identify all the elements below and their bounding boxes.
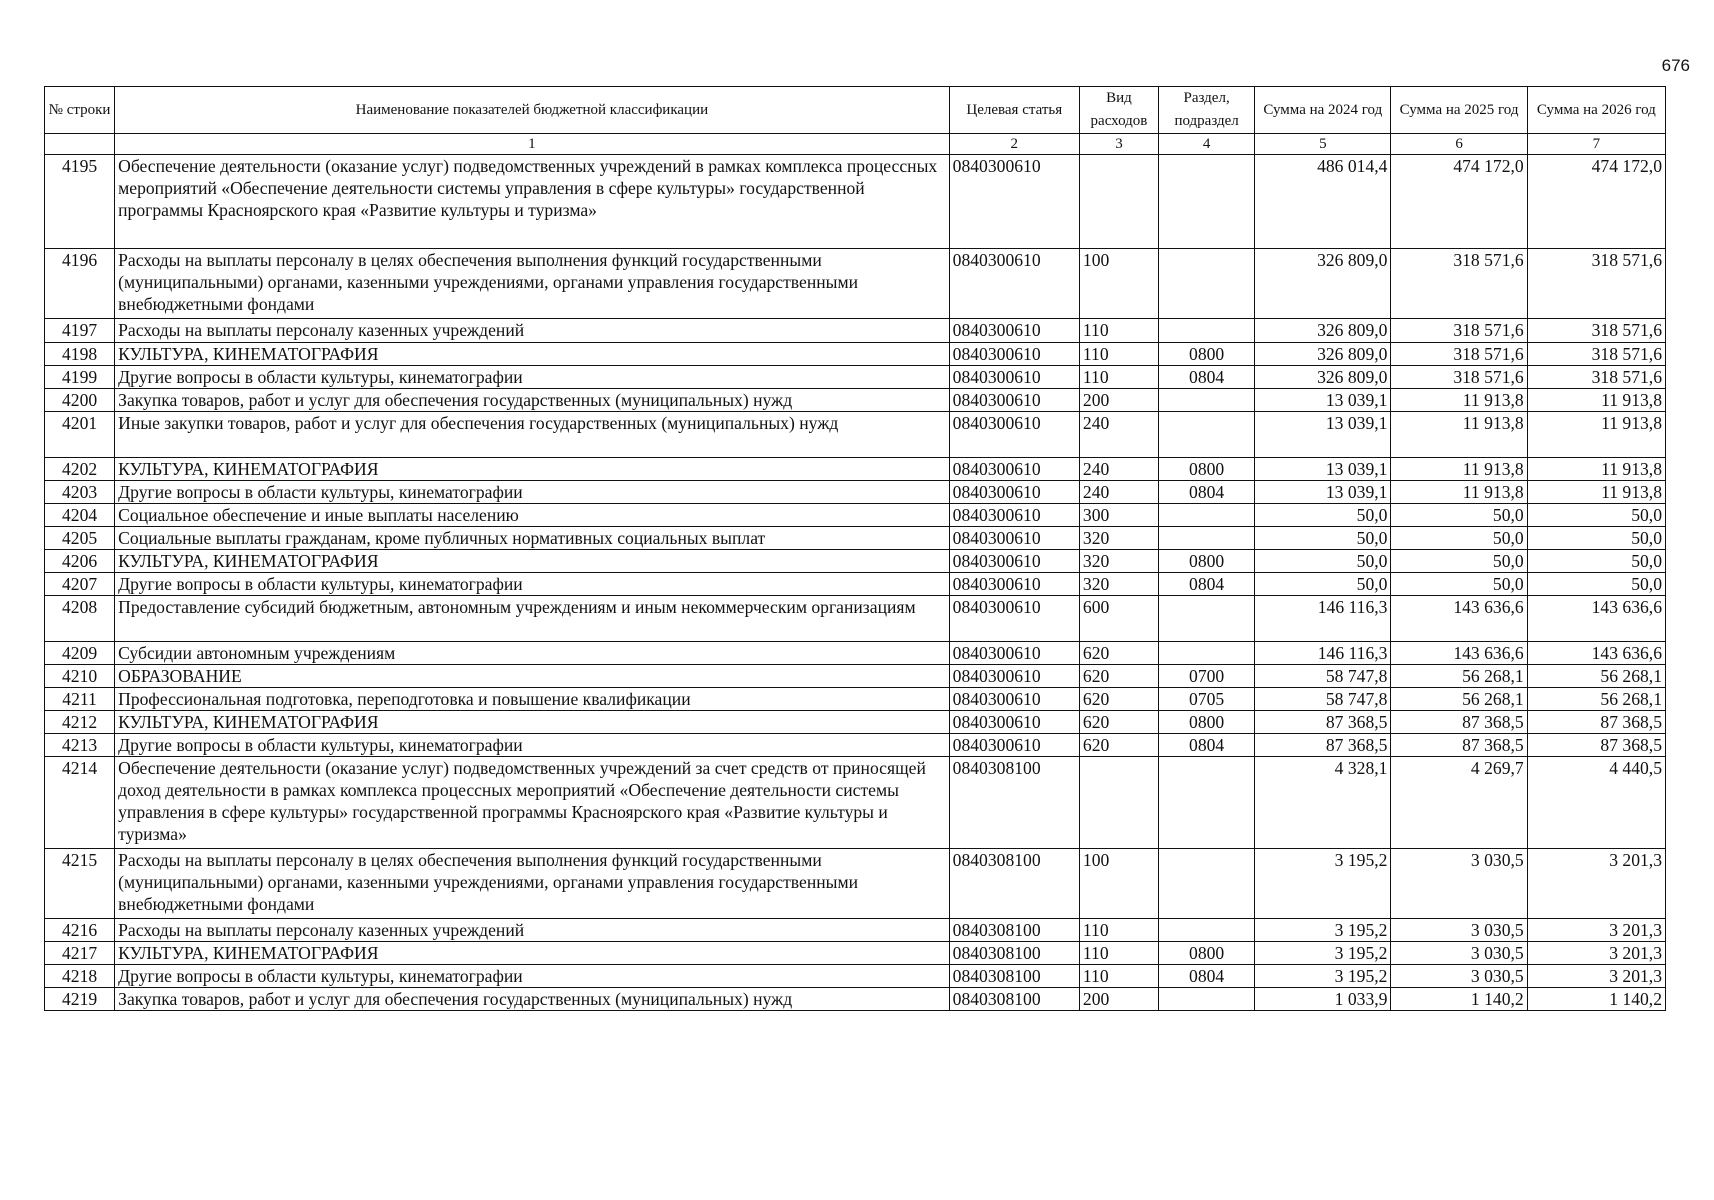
row-sum-2025: 56 268,1 xyxy=(1391,665,1527,688)
row-target-code: 0840300610 xyxy=(949,665,1079,688)
row-number: 4201 xyxy=(45,412,115,458)
row-number: 4218 xyxy=(45,965,115,988)
row-expense-type: 100 xyxy=(1079,849,1158,919)
row-target-code: 0840300610 xyxy=(949,504,1079,527)
row-name: КУЛЬТУРА, КИНЕМАТОГРАФИЯ xyxy=(115,550,950,573)
row-sum-2026: 3 201,3 xyxy=(1527,849,1665,919)
row-sum-2026: 318 571,6 xyxy=(1527,249,1665,319)
table-row xyxy=(45,481,1666,504)
row-number: 4216 xyxy=(45,919,115,942)
row-target-code: 0840308100 xyxy=(949,988,1079,1011)
table-row xyxy=(45,550,1666,573)
row-sum-2025: 1 140,2 xyxy=(1391,988,1527,1011)
row-section xyxy=(1159,319,1255,343)
row-sum-2024: 50,0 xyxy=(1255,550,1391,573)
row-sum-2026: 143 636,6 xyxy=(1527,596,1665,642)
row-expense-type xyxy=(1079,757,1158,849)
row-sum-2024: 146 116,3 xyxy=(1255,596,1391,642)
row-sum-2025: 3 030,5 xyxy=(1391,849,1527,919)
column-number: 3 xyxy=(1079,134,1158,155)
row-target-code: 0840308100 xyxy=(949,849,1079,919)
row-target-code: 0840300610 xyxy=(949,642,1079,665)
row-target-code: 0840300610 xyxy=(949,481,1079,504)
row-sum-2024: 13 039,1 xyxy=(1255,481,1391,504)
table-body xyxy=(45,155,1666,1011)
header-sum-2026: Сумма на 2026 год xyxy=(1527,87,1665,134)
row-sum-2026: 11 913,8 xyxy=(1527,458,1665,481)
row-sum-2026: 56 268,1 xyxy=(1527,688,1665,711)
table-row xyxy=(45,458,1666,481)
row-section: 0705 xyxy=(1159,688,1255,711)
row-section xyxy=(1159,849,1255,919)
table-row xyxy=(45,942,1666,965)
row-sum-2026: 56 268,1 xyxy=(1527,665,1665,688)
row-sum-2025: 4 269,7 xyxy=(1391,757,1527,849)
row-section: 0804 xyxy=(1159,573,1255,596)
row-name: КУЛЬТУРА, КИНЕМАТОГРАФИЯ xyxy=(115,942,950,965)
row-number: 4211 xyxy=(45,688,115,711)
table-row xyxy=(45,688,1666,711)
row-sum-2025: 318 571,6 xyxy=(1391,319,1527,343)
row-target-code: 0840308100 xyxy=(949,919,1079,942)
row-section xyxy=(1159,527,1255,550)
row-expense-type: 620 xyxy=(1079,665,1158,688)
row-expense-type: 320 xyxy=(1079,573,1158,596)
table-row xyxy=(45,734,1666,757)
column-number: 6 xyxy=(1391,134,1527,155)
table-row xyxy=(45,573,1666,596)
column-number: 2 xyxy=(949,134,1079,155)
row-name: Расходы на выплаты персоналу в целях обеспечения выполнения функций государственными (муниципальными) органами, казенными учреждениями, органами управления государственными внебюджетными фондами xyxy=(115,849,950,919)
row-target-code: 0840300610 xyxy=(949,412,1079,458)
row-sum-2026: 3 201,3 xyxy=(1527,919,1665,942)
row-name: Другие вопросы в области культуры, кинематографии xyxy=(115,965,950,988)
row-expense-type: 200 xyxy=(1079,988,1158,1011)
row-sum-2025: 3 030,5 xyxy=(1391,942,1527,965)
row-name: КУЛЬТУРА, КИНЕМАТОГРАФИЯ xyxy=(115,343,950,366)
row-sum-2024: 58 747,8 xyxy=(1255,665,1391,688)
header-vid: Вид расходов xyxy=(1079,87,1158,134)
header-name: Наименование показателей бюджетной классификации xyxy=(115,87,950,134)
row-sum-2026: 3 201,3 xyxy=(1527,942,1665,965)
column-number: 4 xyxy=(1159,134,1255,155)
row-sum-2025: 11 913,8 xyxy=(1391,458,1527,481)
row-number: 4198 xyxy=(45,343,115,366)
row-target-code: 0840300610 xyxy=(949,573,1079,596)
row-target-code: 0840300610 xyxy=(949,155,1079,249)
row-expense-type: 620 xyxy=(1079,734,1158,757)
row-expense-type: 620 xyxy=(1079,642,1158,665)
row-sum-2024: 58 747,8 xyxy=(1255,688,1391,711)
row-sum-2024: 87 368,5 xyxy=(1255,711,1391,734)
row-sum-2026: 11 913,8 xyxy=(1527,389,1665,412)
table-row xyxy=(45,527,1666,550)
row-target-code: 0840308100 xyxy=(949,942,1079,965)
row-sum-2025: 87 368,5 xyxy=(1391,734,1527,757)
row-sum-2026: 50,0 xyxy=(1527,527,1665,550)
row-expense-type: 110 xyxy=(1079,919,1158,942)
row-target-code: 0840300610 xyxy=(949,527,1079,550)
row-target-code: 0840300610 xyxy=(949,389,1079,412)
row-name: Предоставление субсидий бюджетным, автономным учреждениям и иным некоммерческим организациям xyxy=(115,596,950,642)
row-number: 4208 xyxy=(45,596,115,642)
row-sum-2024: 3 195,2 xyxy=(1255,942,1391,965)
row-expense-type: 110 xyxy=(1079,319,1158,343)
table-row xyxy=(45,389,1666,412)
column-number-row xyxy=(45,134,1666,155)
table-row xyxy=(45,665,1666,688)
row-sum-2025: 50,0 xyxy=(1391,504,1527,527)
row-expense-type: 620 xyxy=(1079,688,1158,711)
row-section xyxy=(1159,155,1255,249)
table-row xyxy=(45,642,1666,665)
row-name: Обеспечение деятельности (оказание услуг) подведомственных учреждений в рамках комплекса процессных мероприятий «Обеспечение деятельности системы управления в сфере культуры» государственной программы Красноярского края «Развитие культуры и туризма» xyxy=(115,155,950,249)
row-sum-2025: 143 636,6 xyxy=(1391,642,1527,665)
row-expense-type: 240 xyxy=(1079,458,1158,481)
row-expense-type: 200 xyxy=(1079,389,1158,412)
row-number: 4199 xyxy=(45,366,115,389)
row-sum-2024: 146 116,3 xyxy=(1255,642,1391,665)
row-number: 4205 xyxy=(45,527,115,550)
row-section xyxy=(1159,412,1255,458)
row-expense-type: 240 xyxy=(1079,481,1158,504)
row-target-code: 0840300610 xyxy=(949,319,1079,343)
row-name: Расходы на выплаты персоналу казенных учреждений xyxy=(115,319,950,343)
row-sum-2024: 326 809,0 xyxy=(1255,249,1391,319)
table-row xyxy=(45,155,1666,249)
row-section xyxy=(1159,642,1255,665)
row-section: 0800 xyxy=(1159,458,1255,481)
row-number: 4209 xyxy=(45,642,115,665)
row-sum-2025: 318 571,6 xyxy=(1391,366,1527,389)
row-section xyxy=(1159,988,1255,1011)
table-row xyxy=(45,366,1666,389)
row-name: Другие вопросы в области культуры, кинематографии xyxy=(115,481,950,504)
row-number: 4219 xyxy=(45,988,115,1011)
row-sum-2024: 87 368,5 xyxy=(1255,734,1391,757)
table-row xyxy=(45,596,1666,642)
table-row xyxy=(45,757,1666,849)
row-name: Расходы на выплаты персоналу в целях обеспечения выполнения функций государственными (муниципальными) органами, казенными учреждениями, органами управления государственными внебюджетными фондами xyxy=(115,249,950,319)
row-number: 4206 xyxy=(45,550,115,573)
row-sum-2024: 326 809,0 xyxy=(1255,366,1391,389)
row-sum-2024: 3 195,2 xyxy=(1255,919,1391,942)
row-expense-type: 100 xyxy=(1079,249,1158,319)
header-target: Целевая статья xyxy=(949,87,1079,134)
table-row xyxy=(45,849,1666,919)
row-name: Расходы на выплаты персоналу казенных учреждений xyxy=(115,919,950,942)
row-section: 0700 xyxy=(1159,665,1255,688)
row-sum-2025: 3 030,5 xyxy=(1391,919,1527,942)
row-sum-2024: 50,0 xyxy=(1255,573,1391,596)
row-section: 0804 xyxy=(1159,481,1255,504)
row-sum-2026: 318 571,6 xyxy=(1527,319,1665,343)
budget-table xyxy=(44,86,1666,1011)
row-section: 0804 xyxy=(1159,965,1255,988)
row-sum-2024: 4 328,1 xyxy=(1255,757,1391,849)
row-sum-2026: 4 440,5 xyxy=(1527,757,1665,849)
row-name: КУЛЬТУРА, КИНЕМАТОГРАФИЯ xyxy=(115,711,950,734)
row-name: Закупка товаров, работ и услуг для обеспечения государственных (муниципальных) нужд xyxy=(115,389,950,412)
row-sum-2024: 13 039,1 xyxy=(1255,389,1391,412)
row-section: 0800 xyxy=(1159,711,1255,734)
row-expense-type: 110 xyxy=(1079,366,1158,389)
row-name: Социальное обеспечение и иные выплаты населению xyxy=(115,504,950,527)
row-sum-2025: 11 913,8 xyxy=(1391,412,1527,458)
row-name: Социальные выплаты гражданам, кроме публичных нормативных социальных выплат xyxy=(115,527,950,550)
table-header xyxy=(45,87,1666,155)
row-number: 4213 xyxy=(45,734,115,757)
page-number: 676 xyxy=(1661,56,1690,75)
row-sum-2026: 87 368,5 xyxy=(1527,734,1665,757)
row-sum-2024: 1 033,9 xyxy=(1255,988,1391,1011)
row-sum-2024: 13 039,1 xyxy=(1255,458,1391,481)
row-number: 4212 xyxy=(45,711,115,734)
row-sum-2026: 87 368,5 xyxy=(1527,711,1665,734)
row-sum-2026: 318 571,6 xyxy=(1527,366,1665,389)
table-row xyxy=(45,504,1666,527)
row-sum-2025: 474 172,0 xyxy=(1391,155,1527,249)
row-target-code: 0840300610 xyxy=(949,550,1079,573)
row-number: 4215 xyxy=(45,849,115,919)
row-sum-2024: 326 809,0 xyxy=(1255,319,1391,343)
row-sum-2026: 11 913,8 xyxy=(1527,412,1665,458)
row-sum-2024: 50,0 xyxy=(1255,504,1391,527)
header-razdel: Раздел, подраздел xyxy=(1159,87,1255,134)
table-row xyxy=(45,965,1666,988)
row-sum-2026: 50,0 xyxy=(1527,504,1665,527)
row-number: 4200 xyxy=(45,389,115,412)
row-sum-2025: 50,0 xyxy=(1391,527,1527,550)
row-sum-2024: 486 014,4 xyxy=(1255,155,1391,249)
row-expense-type: 600 xyxy=(1079,596,1158,642)
row-sum-2026: 50,0 xyxy=(1527,573,1665,596)
row-sum-2024: 3 195,2 xyxy=(1255,965,1391,988)
row-target-code: 0840308100 xyxy=(949,965,1079,988)
row-number: 4217 xyxy=(45,942,115,965)
row-section: 0800 xyxy=(1159,550,1255,573)
row-expense-type xyxy=(1079,155,1158,249)
table-row xyxy=(45,988,1666,1011)
row-target-code: 0840300610 xyxy=(949,458,1079,481)
column-number: 7 xyxy=(1527,134,1665,155)
row-sum-2026: 1 140,2 xyxy=(1527,988,1665,1011)
row-section xyxy=(1159,919,1255,942)
row-expense-type: 320 xyxy=(1079,550,1158,573)
row-sum-2026: 318 571,6 xyxy=(1527,343,1665,366)
row-sum-2026: 474 172,0 xyxy=(1527,155,1665,249)
row-section xyxy=(1159,757,1255,849)
row-sum-2026: 143 636,6 xyxy=(1527,642,1665,665)
row-sum-2024: 3 195,2 xyxy=(1255,849,1391,919)
row-section xyxy=(1159,389,1255,412)
row-number: 4197 xyxy=(45,319,115,343)
row-sum-2025: 50,0 xyxy=(1391,550,1527,573)
row-sum-2025: 50,0 xyxy=(1391,573,1527,596)
row-name: Субсидии автономным учреждениям xyxy=(115,642,950,665)
row-expense-type: 620 xyxy=(1079,711,1158,734)
row-name: Закупка товаров, работ и услуг для обеспечения государственных (муниципальных) нужд xyxy=(115,988,950,1011)
row-expense-type: 300 xyxy=(1079,504,1158,527)
row-number: 4207 xyxy=(45,573,115,596)
row-target-code: 0840300610 xyxy=(949,734,1079,757)
row-number: 4210 xyxy=(45,665,115,688)
row-section xyxy=(1159,596,1255,642)
table-row xyxy=(45,711,1666,734)
row-number: 4204 xyxy=(45,504,115,527)
row-target-code: 0840300610 xyxy=(949,343,1079,366)
row-sum-2026: 50,0 xyxy=(1527,550,1665,573)
row-target-code: 0840300610 xyxy=(949,711,1079,734)
row-section xyxy=(1159,504,1255,527)
row-sum-2026: 3 201,3 xyxy=(1527,965,1665,988)
table-row xyxy=(45,319,1666,343)
row-name: Другие вопросы в области культуры, кинематографии xyxy=(115,573,950,596)
row-section: 0800 xyxy=(1159,343,1255,366)
column-number: 5 xyxy=(1255,134,1391,155)
table-row xyxy=(45,919,1666,942)
row-section: 0804 xyxy=(1159,734,1255,757)
row-target-code: 0840300610 xyxy=(949,366,1079,389)
row-target-code: 0840300610 xyxy=(949,596,1079,642)
table-row xyxy=(45,343,1666,366)
row-section: 0804 xyxy=(1159,366,1255,389)
row-sum-2025: 318 571,6 xyxy=(1391,343,1527,366)
row-expense-type: 110 xyxy=(1079,942,1158,965)
row-name: Иные закупки товаров, работ и услуг для обеспечения государственных (муниципальных) нужд xyxy=(115,412,950,458)
row-section xyxy=(1159,249,1255,319)
row-name: Обеспечение деятельности (оказание услуг) подведомственных учреждений за счет средств от приносящей доход деятельности в рамках комплекса процессных мероприятий «Обеспечение деятельности системы управления в сфере культуры» государственной программы Красноярского края «Развитие культуры и туризма» xyxy=(115,757,950,849)
row-number: 4203 xyxy=(45,481,115,504)
row-name: ОБРАЗОВАНИЕ xyxy=(115,665,950,688)
row-sum-2025: 143 636,6 xyxy=(1391,596,1527,642)
row-sum-2025: 3 030,5 xyxy=(1391,965,1527,988)
header-sum-2025: Сумма на 2025 год xyxy=(1391,87,1527,134)
row-name: Другие вопросы в области культуры, кинематографии xyxy=(115,366,950,389)
row-sum-2024: 326 809,0 xyxy=(1255,343,1391,366)
row-section: 0800 xyxy=(1159,942,1255,965)
header-sum-2024: Сумма на 2024 год xyxy=(1255,87,1391,134)
row-sum-2024: 50,0 xyxy=(1255,527,1391,550)
row-name: Профессиональная подготовка, переподготовка и повышение квалификации xyxy=(115,688,950,711)
row-number: 4202 xyxy=(45,458,115,481)
row-expense-type: 110 xyxy=(1079,343,1158,366)
table-row xyxy=(45,412,1666,458)
row-sum-2025: 11 913,8 xyxy=(1391,389,1527,412)
row-sum-2025: 11 913,8 xyxy=(1391,481,1527,504)
header-row-no: № строки xyxy=(45,87,115,134)
row-expense-type: 110 xyxy=(1079,965,1158,988)
row-sum-2026: 11 913,8 xyxy=(1527,481,1665,504)
row-expense-type: 320 xyxy=(1079,527,1158,550)
row-number: 4196 xyxy=(45,249,115,319)
row-sum-2025: 318 571,6 xyxy=(1391,249,1527,319)
row-target-code: 0840308100 xyxy=(949,757,1079,849)
row-number: 4195 xyxy=(45,155,115,249)
row-number: 4214 xyxy=(45,757,115,849)
row-sum-2025: 56 268,1 xyxy=(1391,688,1527,711)
row-name: Другие вопросы в области культуры, кинематографии xyxy=(115,734,950,757)
row-sum-2025: 87 368,5 xyxy=(1391,711,1527,734)
column-number xyxy=(45,134,115,155)
row-target-code: 0840300610 xyxy=(949,688,1079,711)
column-number: 1 xyxy=(115,134,950,155)
row-sum-2024: 13 039,1 xyxy=(1255,412,1391,458)
table-row xyxy=(45,249,1666,319)
row-target-code: 0840300610 xyxy=(949,249,1079,319)
row-expense-type: 240 xyxy=(1079,412,1158,458)
row-name: КУЛЬТУРА, КИНЕМАТОГРАФИЯ xyxy=(115,458,950,481)
